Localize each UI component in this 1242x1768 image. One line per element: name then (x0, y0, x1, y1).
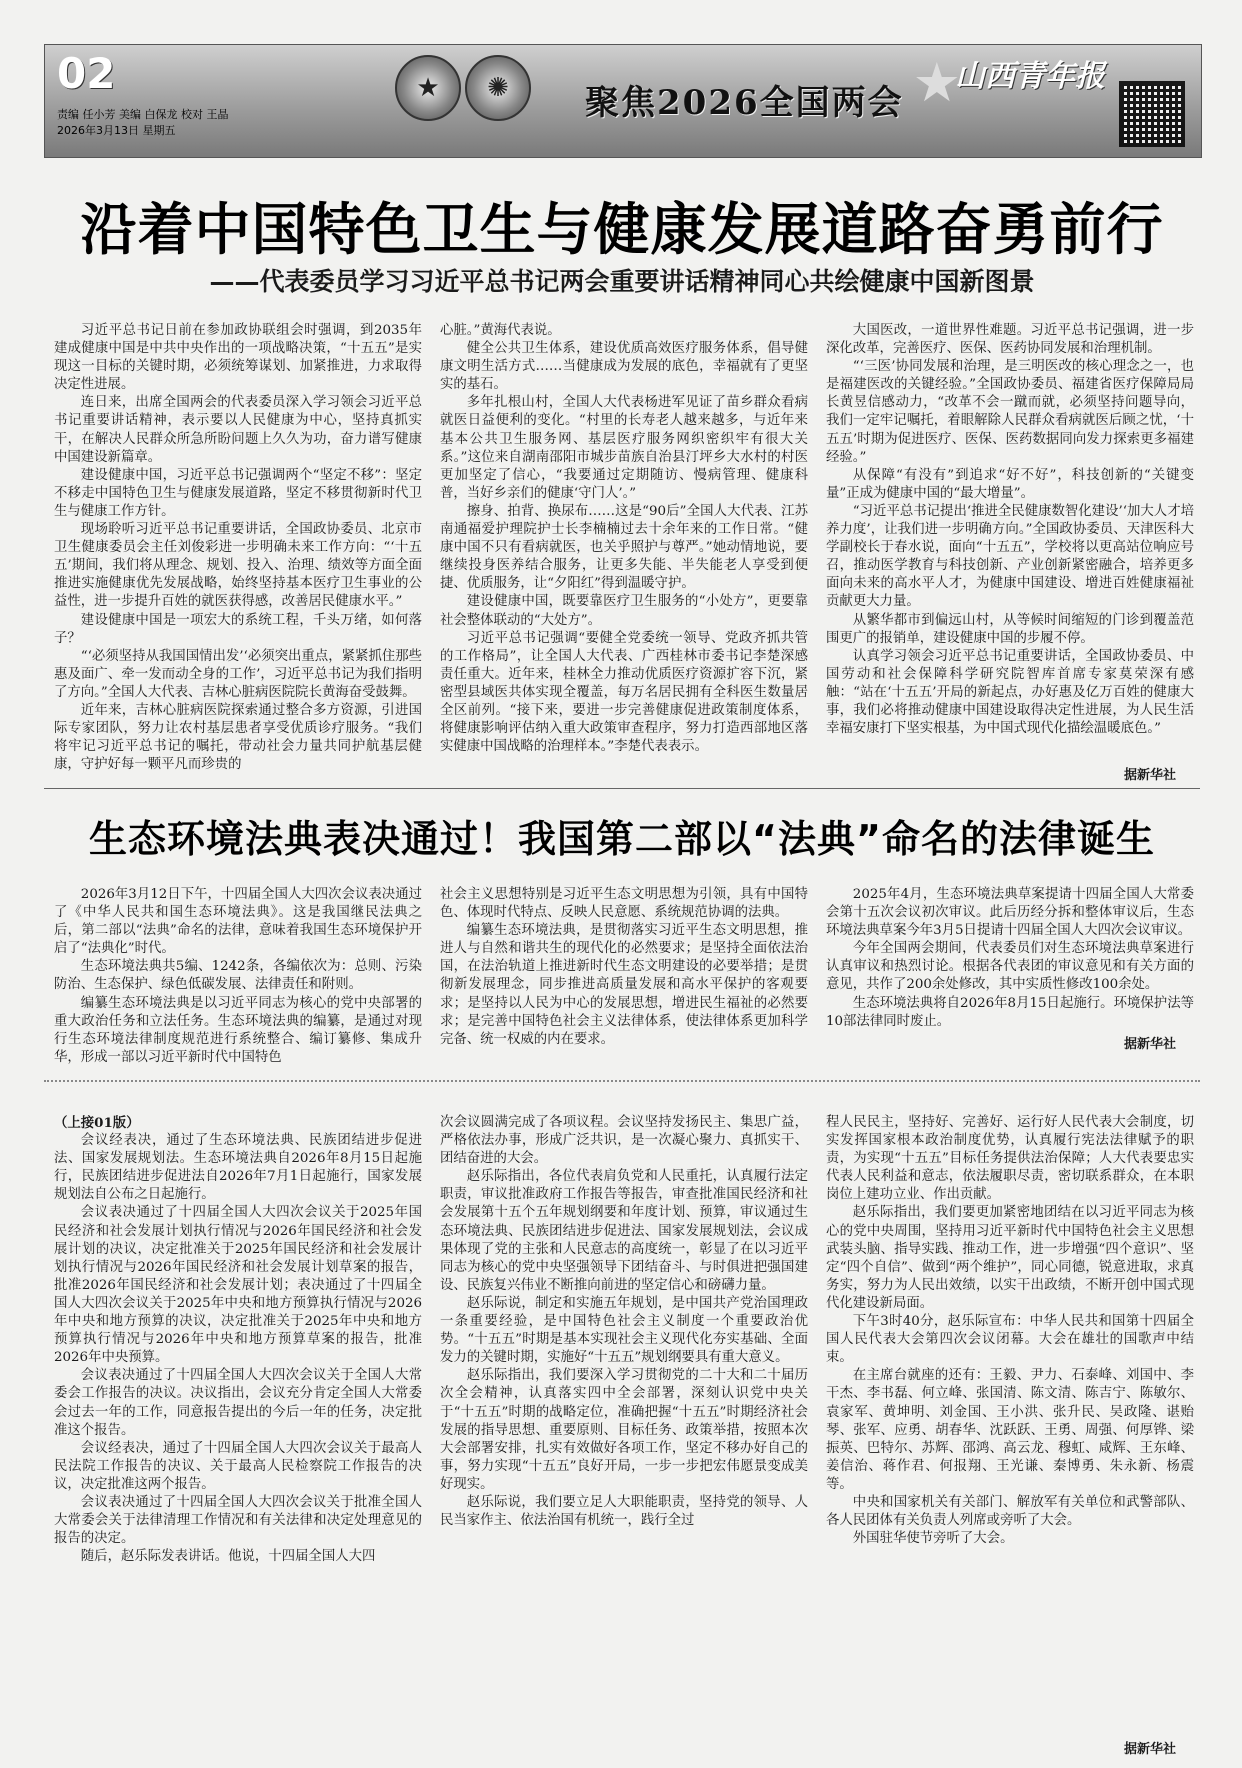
credits-editors: 责编 任小芳 美编 白保龙 校对 王晶 (57, 108, 229, 121)
paragraph: 社会主义思想特别是习近平生态文明思想为引领，具有中国特色、体现时代特点、反映人民意愿、系统规范协调的法典。 (440, 887, 808, 921)
national-emblem-icon: ★ (395, 55, 461, 121)
paragraph: 随后，赵乐际发表讲话。他说，十四届全国人大四 (80, 1549, 376, 1565)
article2-headline: 生态环境法典表决通过！我国第二部以“法典”命名的法律诞生 (89, 817, 1155, 861)
divider (44, 788, 1200, 789)
paragraph: 会议经表决，通过了十四届全国人大四次会议关于最高人民法院工作报告的决议、关于最高人民检察院工作报告的决议，决定批准这两个报告。 (54, 1440, 422, 1492)
paragraph: 今年全国两会期间，代表委员们对生态环境法典草案进行认真审议和热烈讨论。根据各代表团的审议意见和有关方面的意见，共作了200余处修改，其中实质性修改100余处。 (826, 941, 1194, 993)
paragraph: 赵乐际指出，我们要更加紧密地团结在以习近平同志为核心的党中央周围，坚持用习近平新时代中国特色社会主义思想武装头脑、指导实践、推动工作，进一步增强“四个意识”、坚定“四个自信”、做到“两个维护”，同心同德，锐意进取，求真务实，努力为人民出效绩，以实干出政绩，不断开创中国式现代化建设新局面。 (826, 1205, 1194, 1311)
paragraph: 从繁华都市到偏远山村，从等候时间缩短的门诊到覆盖范围更广的报销单，建设健康中国的步履不停。 (826, 612, 1194, 646)
paragraph: 编纂生态环境法典是以习近平同志为核心的党中央部署的重大政治任务和立法任务。生态环境法典的编纂，是通过对现行生态环境法律制度规范进行系统整合、编订纂修、集成升华，形成一部以习近平新时代中国特色 (54, 995, 422, 1065)
article3-source: 据新华社 (1123, 1742, 1176, 1757)
continued-tag: （上接01版） (54, 1115, 140, 1131)
article3-col2 (440, 1114, 808, 1729)
newspaper-logo: 山西青年报 (955, 59, 1105, 94)
paragraph: 次会议圆满完成了各项议程。会议坚持发扬民主、集思广益，严格依法办事，形成广泛共识，是一次凝心聚力、真抓实干、团结奋进的大会。 (440, 1115, 808, 1167)
paragraph: 大国医改，一道世界性难题。习近平总书记强调，进一步深化改革，完善医疗、医保、医药协同发展和治理机制。 (826, 323, 1194, 357)
page-number: 02 (57, 49, 116, 98)
article1-col1 (54, 322, 422, 773)
article1-headline: 沿着中国特色卫生与健康发展道路奋勇前行 (80, 197, 1164, 263)
article1-col3 (826, 322, 1194, 762)
section-title: 聚焦2026全国两会 (585, 83, 904, 123)
paragraph: 下午3时40分，赵乐际宣布：中华人民共和国第十四届全国人民代表大会第四次会议闭幕。大会在雄壮的国歌声中结束。 (826, 1314, 1194, 1366)
paragraph: 习近平总书记强调“要健全党委统一领导、党政齐抓共管的工作格局”，让全国人大代表、广西桂林市委书记李楚深感责任重大。近年来，桂林全力推动优质医疗资源扩容下沉，紧密型县域医共体实现全覆盖，每万名居民拥有全科医生数量居全区前列。“接下来，要进一步完善健康促进政策制度体系，将健康影响评估纳入重大政策审查程序，努力打造西部地区落实健康中国战略的治理样本。”李楚代表表示。 (440, 630, 808, 755)
paragraph: 健全公共卫生体系，建设优质高效医疗服务体系，倡导健康文明生活方式……当健康成为发展的底色，幸福就有了更坚实的基石。 (440, 341, 808, 393)
paragraph: 编纂生态环境法典，是贯彻落实习近平生态文明思想，推进人与自然和谐共生的现代化的必然要求；是坚持全面依法治国，在法治轨道上推进新时代生态文明建设的必要举措；是贯彻新发展理念，同步推进高质量发展和高水平保护的客观要求；是坚持以人民为中心的发展思想，增进民生福祉的必然要求；是完善中国特色社会主义法律体系，使法律体系更加科学完备、统一权威的内在要求。 (440, 923, 808, 1047)
paragraph: 2025年4月，生态环境法典草案提请十四届全国人大常委会第十五次会议初次审议。此后历经分拆和整体审议后，生态环境法典草案今年3月5日提请十四届全国人大四次会议审议。 (826, 887, 1194, 939)
article3-col3 (826, 1114, 1194, 1729)
article2-col2 (440, 886, 808, 1061)
paragraph: 会议表决通过了十四届全国人大四次会议关于全国人大常委会工作报告的决议。决议指出，会议充分肯定全国人大常委会过去一年的工作，同意报告提出的今后一年的任务，决定批准这个报告。 (54, 1368, 422, 1438)
paragraph: 建设健康中国是一项宏大的系统工程，千头万绪，如何落子？ (54, 612, 422, 646)
divider (44, 1080, 1200, 1082)
article2-col1 (54, 886, 422, 1065)
paragraph: 生态环境法典将自2026年8月15日起施行。环境保护法等10部法律同时废止。 (826, 995, 1194, 1029)
paragraph: 会议表决通过了十四届全国人大四次会议关于2025年国民经济和社会发展计划执行情况与2026年国民经济和社会发展计划的决议，决定批准关于2025年国民经济和社会发展计划执行情况与2026年国民经济和社会发展计划草案的报告，批准2026年国民经济和社会发展计划；表决通过了十四届全国人大四次会议关于2025年中央和地方预算执行情况与2026年中央和地方预算的决议，决定批准关于2025年中央和地方预算执行情况与2026年中央和地方预算草案的报告，批准2026年中央预算。 (54, 1205, 422, 1366)
paragraph: 赵乐际指出，我们要深入学习贯彻党的二十大和二十届历次全会精神，认真落实四中全会部署，深刻认识党中央关于“十五五”时期的战略定位，准确把握“十五五”时期经济社会发展的指导思想、重要原则、目标任务、政策举措，按照本次大会部署安排，扎实有效做好各项工作，坚定不移办好自己的事，努力实现“十五五”良好开局，一步一步把宏伟愿景变成美好现实。 (440, 1368, 808, 1492)
article1-subhead: ——代表委员学习习近平总书记两会重要讲话精神同心共绘健康中国新图景 (209, 267, 1035, 296)
article1-col2 (440, 322, 808, 762)
paragraph: 近年来，吉林心脏病医院探索通过整合多方资源，引进国际专家团队，努力让农村基层患者享受优质诊疗服务。“我们将牢记习近平总书记的嘱托，带动社会力量共同护航基层健康，守护好每一颗平凡而珍贵的 (54, 702, 422, 773)
paragraph: “‘必须坚持从我国国情出发’‘必须突出重点，紧紧抓住那些惠及面广、牵一发而动全身的工作’，习近平总书记为我们指明了方向。”全国人大代表、吉林心脏病医院院长黄海奋受鼓舞。 (54, 648, 422, 700)
paragraph: 多年扎根山村，全国人大代表杨进军见证了苗乡群众看病就医日益便利的变化。“村里的长寿老人越来越多，与近年来基本公共卫生服务网、基层医疗服务网织密织牢有很大关系。”这位来自湖南邵阳市城步苗族自治县汀坪乡大水村的村医更加坚定了信心，“我要通过定期随访、慢病管理、健康科普，当好乡亲们的健康‘守门人’。” (440, 395, 808, 501)
paragraph: 中央和国家机关有关部门、解放军有关单位和武警部队、各人民团体有关负责人列席或旁听了大会。 (826, 1494, 1194, 1529)
paragraph: 会议表决通过了十四届全国人大四次会议关于批准全国人大常委会关于法律清理工作情况和有关法律和决定处理意见的报告的决定。 (54, 1494, 422, 1547)
paragraph: 现场聆听习近平总书记重要讲话，全国政协委员、北京市卫生健康委员会主任刘俊彩进一步明确未来工作方向：“‘十五五’期间，我们将从理念、规划、投入、治理、绩效等方面全面推进实施健康优先发展战略，始终坚持基本医疗卫生事业的公益性，进一步提升百姓的就医获得感，改善居民健康水平。” (54, 522, 422, 610)
paragraph: 从保障“有没有”到追求“好不好”，科技创新的“关键变量”正成为健康中国的“最大增量”。 (826, 467, 1194, 501)
paragraph: 赵乐际说，制定和实施五年规划，是中国共产党治国理政一条重要经验，是中国特色社会主义制度一个重要政治优势。“十五五”时期是基本实现社会主义现代化夯实基础、全面发力的关键时期，实施好“十五五”规划纲要具有重大意义。 (440, 1295, 808, 1366)
credits-date: 2026年3月13日 星期五 (57, 124, 176, 137)
article1-body (54, 322, 1194, 773)
article1-source: 据新华社 (1123, 768, 1176, 783)
article3-col1 (54, 1114, 422, 1729)
paragraph: 外国驻华使节旁听了大会。 (852, 1531, 1014, 1547)
paragraph: 2026年3月12日下午，十四届全国人大四次会议表决通过了《中华人民共和国生态环境法典》。这是我国继民法典之后，第二部以“法典”命名的法律，意味着我国生态环境保护开启了“法典化”时代。 (54, 887, 422, 957)
paragraph: 建设健康中国，习近平总书记强调两个“坚定不移”：坚定不移走中国特色卫生与健康发展道路，坚定不移贯彻新时代卫生与健康工作方针。 (54, 467, 422, 519)
paragraph: 在主席台就座的还有：王毅、尹力、石泰峰、刘国中、李干杰、李书磊、何立峰、张国清、陈文清、陈吉宁、陈敏尔、袁家军、黄坤明、刘金国、王小洪、张升民、吴政隆、谌贻琴、张军、应勇、胡春华、沈跃跃、王勇、周强、何厚铧、梁振英、巴特尔、苏辉、邵鸿、高云龙、穆虹、咸辉、王东峰、姜信治、蒋作君、何报翔、王光谦、秦博勇、朱永新、杨震等。 (826, 1368, 1194, 1492)
paragraph: 认真学习领会习近平总书记重要讲话，全国政协委员、中国劳动和社会保障科学研究院智库首席专家莫荣深有感触：“站在‘十五五’开局的新起点，办好惠及亿万百姓的健康大事，我们必将推动健康中国建设取得决定性进展，为人民生活幸福安康打下坚实根基，为中国式现代化描绘温暖底色。” (826, 648, 1194, 737)
credits (57, 107, 228, 139)
paragraph: “习近平总书记提出‘推进全民健康数智化建设’‘加大人才培养力度’，让我们进一步明确方向。”全国政协委员、天津医科大学副校长于春水说，面向“十五五”，学校将以更高站位响应号召，推动医学教育与科技创新、产业创新紧密融合，培养更多面向未来的高水平人才，为健康中国建设、增进百姓健康福祉贡献更大力量。 (826, 503, 1194, 610)
paragraph: 建设健康中国，既要靠医疗卫生服务的“小处方”，更要靠社会整体联动的“大处方”。 (440, 594, 808, 628)
paragraph: 心脏。”黄海代表说。 (440, 323, 561, 338)
paragraph: 会议经表决，通过了生态环境法典、民族团结进步促进法、国家发展规划法。生态环境法典自2026年8月15日起施行，民族团结进步促进法自2026年7月1日起施行，国家发展规划法自公布之日起施行。 (54, 1133, 422, 1203)
paragraph: “‘三医’协同发展和治理，是三明医改的核心理念之一，也是福建医改的关键经验。”全国政协委员、福建省医疗保障局局长黄昱信感动力，“改革不会一蹴而就，必须坚持问题导向，我们一定牢记嘱托，着眼解除人民群众看病就医后顾之忧，‘十五五’时期为促进医疗、医保、医药数据同向发力探索更多福建经验。” (826, 359, 1194, 465)
paragraph: 擦身、拍背、换尿布……这是“90后”全国人大代表、江苏南通福爱护理院护士长李楠楠过去十余年来的工作日常。“健康中国不只有看病就医，也关乎照护与尊严。”她动情地说，要继续投身医养结合服务，让更多失能、半失能老人享受到便捷、优质服务，让“夕阳红”得到温暖守护。 (440, 503, 808, 592)
article2-source: 据新华社 (1123, 1037, 1176, 1052)
cppcc-emblem-icon: ✺ (465, 55, 531, 121)
paragraph: 赵乐际指出，各位代表肩负党和人民重托，认真履行法定职责，审议批准政府工作报告等报告，审查批准国民经济和社会发展第十五个五年规划纲要和年度计划、预算，审议通过生态环境法典、民族团结进步促进法、国家发展规划法，会议成果体现了党的主张和人民意志的高度统一，彰显了在以习近平同志为核心的党中央坚强领导下团结奋斗、与时俱进把强国建设、民族复兴伟业不断推向前进的坚定信心和磅礴力量。 (440, 1169, 808, 1293)
paragraph: 程人民民主，坚持好、完善好、运行好人民代表大会制度，切实发挥国家根本政治制度优势，认真履行宪法法律赋予的职责，为实现“十五五”目标任务提供法治保障；人大代表要忠实代表人民利益和意志，依法履职尽责，密切联系群众，在本职岗位上建功立业、作出贡献。 (826, 1115, 1194, 1203)
article3-body (54, 1114, 1194, 1729)
paragraph: 生态环境法典共5编、1242条，各编依次为：总则、污染防治、生态保护、绿色低碳发展、法律责任和附则。 (54, 959, 422, 993)
paragraph: 习近平总书记日前在参加政协联组会时强调，到2035年建成健康中国是中共中央作出的一项战略决策，“十五五”是实现这一目标的关键时期，必须统筹谋划、加紧推进，力求取得决定性进展。 (54, 323, 422, 393)
article2-body (54, 886, 1194, 1065)
qr-code-icon[interactable] (1119, 81, 1185, 147)
paragraph: 赵乐际说，我们要立足人大职能职责，坚持党的领导、人民当家作主、依法治国有机统一，践行全过 (440, 1494, 808, 1529)
star-decoration-icon: ★ (912, 51, 961, 114)
masthead (44, 44, 1202, 158)
paragraph: 连日来，出席全国两会的代表委员深入学习领会习近平总书记重要讲话精神，表示要以人民健康为中心，坚持真抓实干，在解决人民群众所急所盼问题上久久为功，奋力谱写健康中国建设新篇章。 (54, 395, 422, 465)
